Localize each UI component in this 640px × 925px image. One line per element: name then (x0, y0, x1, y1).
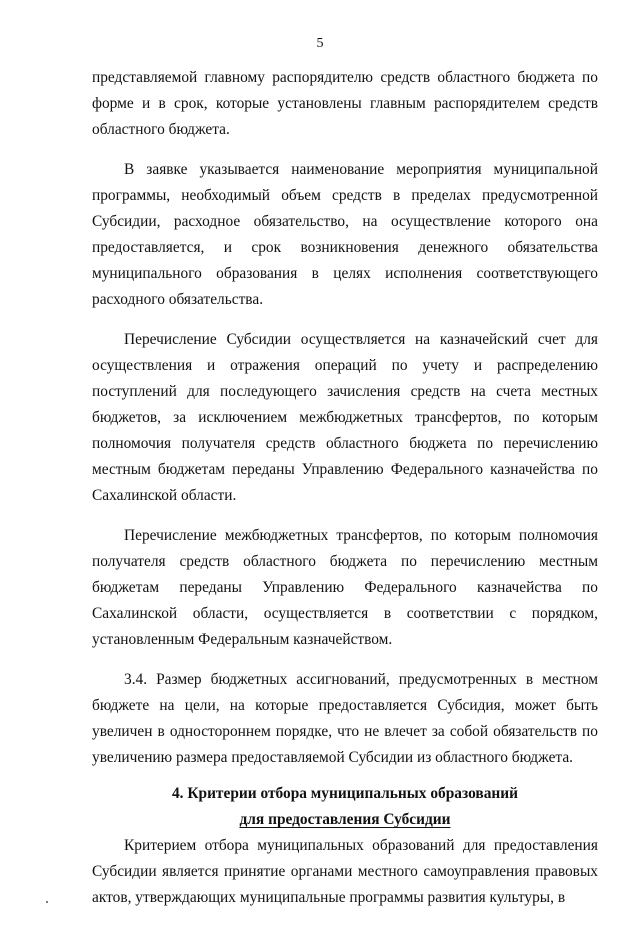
paragraph-continuation: представляемой главному распорядителю средств областного бюджета по форме и в срок, которые установлены главным распорядителем средств областного бюджета. (92, 69, 598, 138)
paragraph-3-4: 3.4. Размер бюджетных ассигнований, предусмотренных в местном бюджете на цели, на которые предоставляется Субсидия, может быть увеличен в одностороннем порядке, что не влечет за собой обязательств по увеличению размера предоставляемой Субсидии из областного бюджета. (92, 671, 598, 766)
section-heading-line-2: для предоставления Субсидии (239, 811, 451, 828)
page-number: 5 (316, 36, 324, 51)
section-heading (92, 781, 598, 833)
scan-speck (46, 901, 48, 903)
document-body (92, 65, 598, 925)
paragraph-selection-criteria: Критерием отбора муниципальных образований для предоставления Субсидии является принятие органами местного самоуправления правовых актов, утверждающих муниципальные программы развития культуры, в (92, 837, 598, 906)
paragraph-application-content: В заявке указывается наименование мероприятия муниципальной программы, необходимый объем средств в пределах предусмотренной Субсидии, расходное обязательство, на осуществление которого она предоставляется, и срок возникновения денежного обязательства муниципального образования в целях исполнения соответствующего расходного обязательства. (92, 161, 598, 308)
paragraph-interbudget-transfers: Перечисление межбюджетных трансфертов, по которым полномочия получателя средств областного бюджета по перечислению местным бюджетам переданы Управлению Федерального казначейства по Сахалинской области, осуществляется в соответствии с порядком, установленным Федеральным казначейством. (92, 527, 598, 648)
section-heading-line-1: 4. Критерии отбора муниципальных образований (171, 785, 519, 802)
paragraph-subsidy-transfer: Перечисление Субсидии осуществляется на казначейский счет для осуществления и отражения операций по учету и распределению поступлений для последующего зачисления средств на счета местных бюджетов, за исключением межбюджетных трансфертов, по которым полномочия получателя средств областного бюджета по перечислению местным бюджетам переданы Управлению Федерального казначейства по Сахалинской области. (92, 331, 598, 504)
